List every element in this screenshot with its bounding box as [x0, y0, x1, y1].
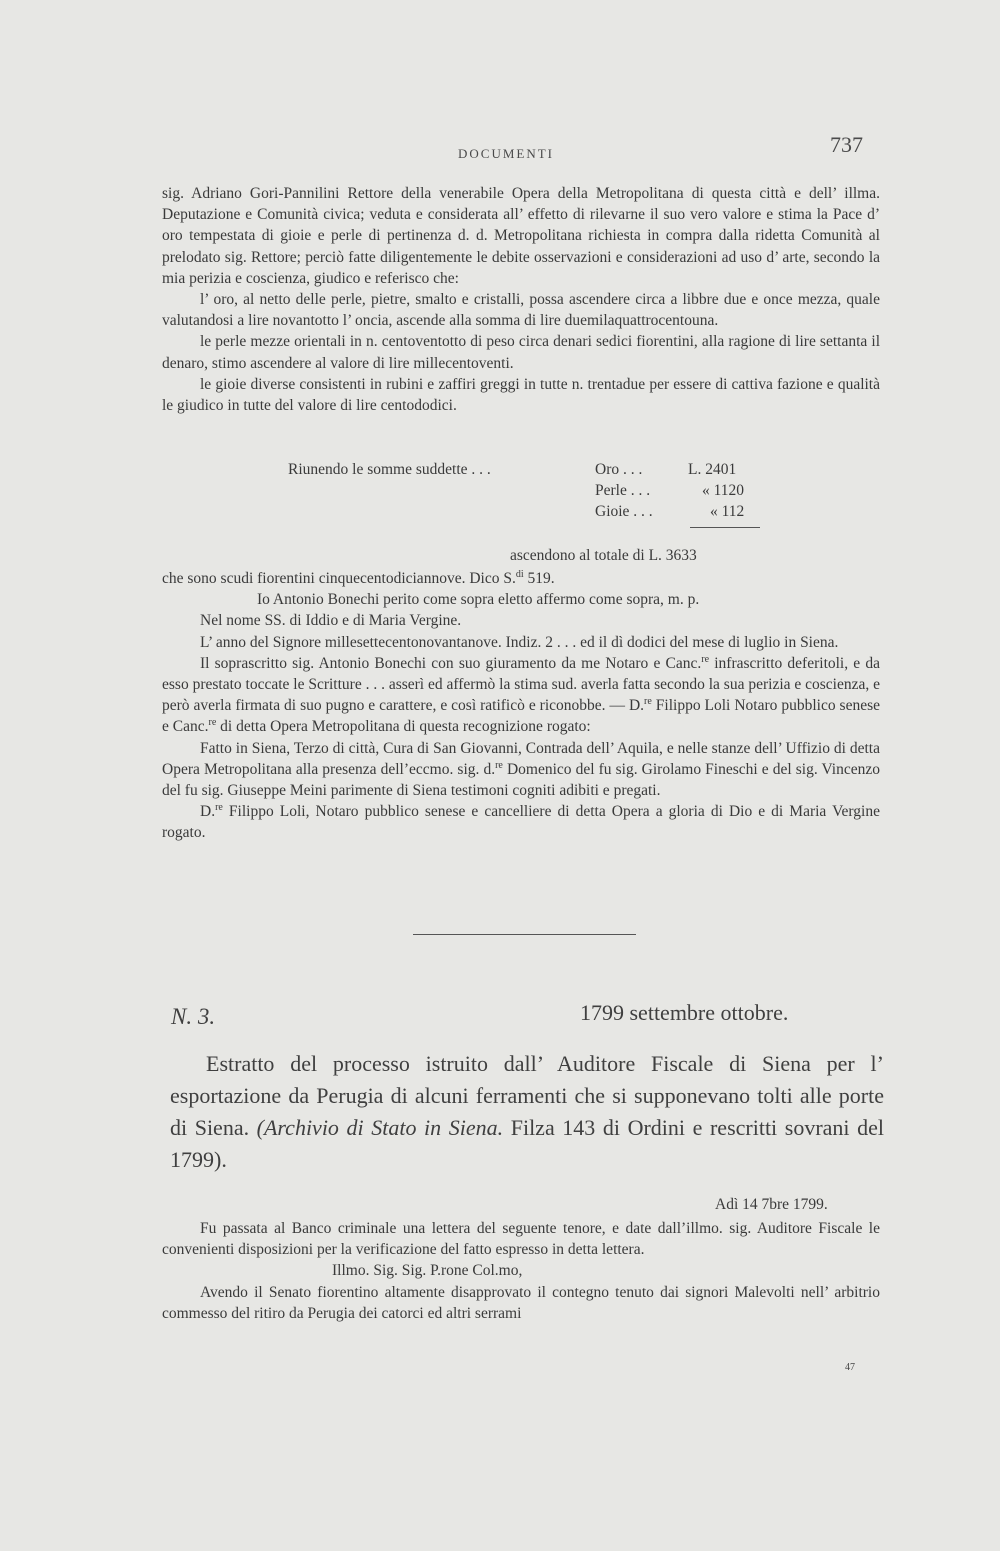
letter-date: Adì 14 7bre 1799.	[715, 1196, 828, 1213]
doc-a-paragraph-7: Nel nome SS. di Iddio e di Maria Vergine.	[200, 612, 462, 630]
document-summary: Estratto del processo istruito dall’ Auditore Fiscale di Siena per l’ esportazione da Perugia di alcuni ferramenti che si supponevano tolti alle porte di Siena. (Archivio di Stato in Siena. Filza 143 di Ordini e rescritti sovrani del 1799).	[170, 1051, 884, 1172]
running-header: DOCUMENTI	[458, 146, 554, 161]
sum-label-perle: Perle . . .	[595, 482, 651, 499]
sum-label-gioie: Gioie . . .	[595, 503, 653, 520]
doc-a-paragraph-5: che sono scudi fiorentini cinquecentodiciannove. Dico S.$^{di}$ 519.	[162, 568, 555, 587]
doc-b-salutation: Illmo. Sig. Sig. P.rone Col.mo,	[332, 1262, 523, 1280]
document-date: 1799 settembre ottobre.	[580, 1000, 789, 1025]
doc-a-paragraph-1: sig. Adriano Gori-Pannilini Rettore della venerabile Opera della Metropolitana di questa città e dell’ illma. Deputazione e Comunità civica; veduta e considerata all’ effetto di rilevarne il suo vero valore e stima la Pace d’ oro tempestata di gioie e perle di pertinenza d. d. Metropolitana richiesta in compra dalla ridetta Comunità al prelodato sig. Rettore; perciò fatte diligentemente le debite osservazioni e considerazioni ad uso d’ arte, secondo la mia perizia e coscienza, giudico e referisco che:	[162, 185, 880, 287]
section-divider	[413, 934, 636, 935]
doc-a-paragraph-11: D.$^{re}$ Filippo Loli, Notaro pubblico senese e cancelliere di detta Opera a gloria di Dio e di Maria Vergine rogato.	[162, 802, 880, 842]
sum-value-perle: « 1120	[702, 482, 745, 499]
doc-a-paragraph-10: Fatto in Siena, Terzo di città, Cura di San Giovanni, Contrada dell’ Aquila, e nelle stanze dell’ Uffizio di detta Opera Metropolitana alla presenza dell’eccmo. sig. d.$^{re}$ Domenico del fu sig. Girolamo Fineschi e del sig. Vincenzo del fu sig. Giuseppe Meini parimente di Siena testimoni cogniti adibiti e pregati.	[162, 739, 880, 800]
doc-a-body-top	[162, 183, 880, 416]
doc-a-body-bottom	[162, 568, 880, 844]
sum-value-oro: L. 2401	[688, 461, 737, 478]
doc-a-paragraph-4: le gioie diverse consistenti in rubini e zaffiri greggi in tutte n. trentadue per essere di cattiva fazione e qualità le giudico in tutte del valore di lire centododici.	[162, 375, 880, 415]
doc-a-paragraph-8: L’ anno del Signore millesettecentonovantanove. Indiz. 2 . . . ed il dì dodici del mese di luglio in Siena.	[200, 633, 839, 651]
doc-b-paragraph-2: Avendo il Senato fiorentino altamente disapprovato il contegno tenuto dai signori Malevolti nell’ arbitrio commesso del ritiro da Perugia dei catorci ed altri serrami	[162, 1283, 880, 1322]
sum-total: ascendono al totale di L. 3633	[510, 547, 697, 564]
signature-mark: 47	[845, 1362, 855, 1373]
doc-a-paragraph-3: le perle mezze orientali in n. centoventotto di peso circa denari sedici fiorentini, alla ragione di lire settanta il denaro, stimo ascendere al valore di lire millecentoventi.	[162, 333, 880, 372]
doc-a-paragraph-6: Io Antonio Bonechi perito come sopra eletto affermo come sopra, m. p.	[257, 591, 700, 609]
doc-b-paragraph-1: Fu passata al Banco criminale una lettera del seguente tenore, e date dall’illmo. sig. Auditore Fiscale le convenienti disposizioni per la verificazione del fatto espresso in detta lettera.	[162, 1220, 880, 1259]
doc-a-paragraph-2: l’ oro, al netto delle perle, pietre, smalto e cristalli, possa ascendere circa a libbre due e once mezza, quale valutandosi a lire novantotto l’ oncia, ascende alla somma di lire duemilaquattrocentouna.	[162, 291, 880, 330]
sum-rule	[690, 527, 760, 528]
doc-b-body	[162, 1218, 880, 1324]
sum-value-gioie: « 112	[710, 503, 745, 520]
document-number: N. 3.	[171, 1004, 216, 1029]
sum-intro: Riunendo le somme suddette . . .	[288, 461, 491, 478]
sum-label-oro: Oro . . .	[595, 461, 643, 478]
page-number: 737	[830, 132, 863, 157]
doc-a-paragraph-9: Il soprascritto sig. Antonio Bonechi con suo giuramento da me Notaro e Canc.$^{re}$ infrascritto deferitoli, e da esso prestato toccate le Scritture . . . asserì ed affermò la stima sud. averla fatta secondo la sua perizia e coscienza, e però averla firmata di suo pugno e carattere, e così ratificò e riconobbe. — D.$^{re}$ Filippo Loli Notaro pubblico senese e Canc.$^{re}$ di detta Opera Metropolitana di questa recognizione rogato:	[162, 653, 881, 736]
